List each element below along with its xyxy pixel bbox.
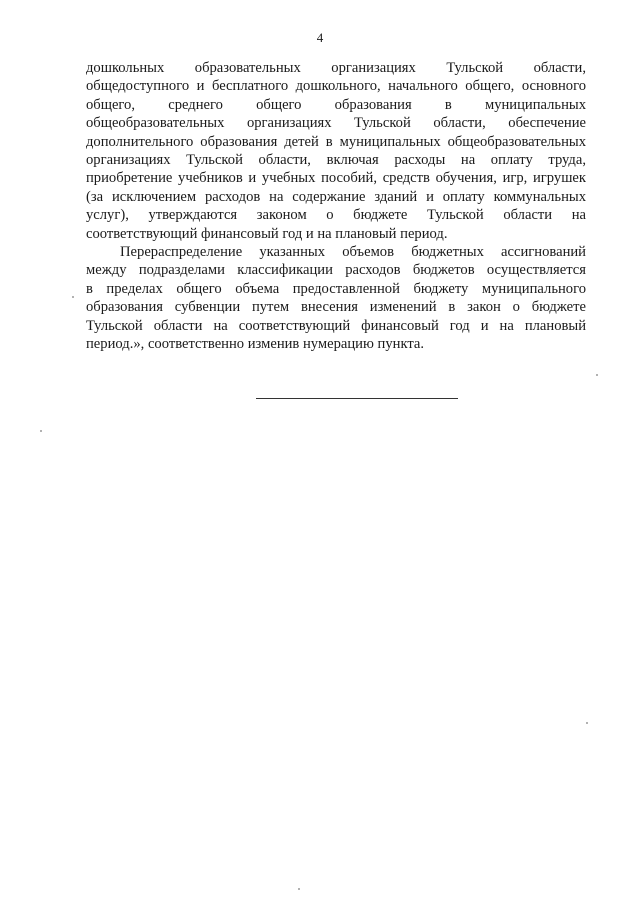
scan-speck	[298, 888, 300, 890]
text-line: Тульской области на соответствующий финансовый год и на плановый	[86, 317, 586, 334]
text-line: организациях Тульской области, включая расходы на оплату труда,	[86, 152, 586, 169]
text-line: общедоступного и бесплатного дошкольного, начального общего, основного	[86, 78, 586, 95]
text-line: в пределах общего объема предоставленной бюджету муниципального	[86, 280, 586, 297]
text-line: приобретение учебников и учебных пособий, средств обучения, игр, игрушек	[86, 170, 586, 187]
scan-speck	[40, 430, 42, 432]
text-line: дополнительного образования детей в муниципальных общеобразовательных	[86, 133, 586, 150]
text-line: образования субвенции путем внесения изменений в закон о бюджете	[86, 299, 586, 316]
page-number: 4	[316, 30, 324, 45]
text-line: дошкольных образовательных организациях Тульской области,	[86, 60, 586, 76]
text-line: общеобразовательных организациях Тульской области, обеспечение	[86, 115, 586, 132]
text-line: Перераспределение указанных объемов бюджетных ассигнований	[120, 244, 586, 261]
paragraph-1	[86, 59, 586, 243]
text-line: (за исключением расходов на содержание зданий и оплату коммунальных	[86, 188, 586, 205]
text-line: соответствующий финансовый год и на плановый период.	[86, 225, 448, 242]
text-line: услуг), утверждаются законом о бюджете Тульской области на	[86, 207, 586, 224]
scan-speck	[586, 722, 588, 724]
paragraph-2	[86, 243, 586, 353]
text-line: между подразделами классификации расходов бюджетов осуществляется	[86, 262, 586, 279]
scan-speck	[596, 374, 598, 376]
text-line: общего, среднего общего образования в муниципальных	[86, 96, 586, 113]
closing-divider	[256, 398, 458, 399]
scan-speck	[72, 296, 74, 298]
document-body	[86, 59, 586, 354]
text-line: период.», соответственно изменив нумерацию пункта.	[86, 336, 425, 353]
